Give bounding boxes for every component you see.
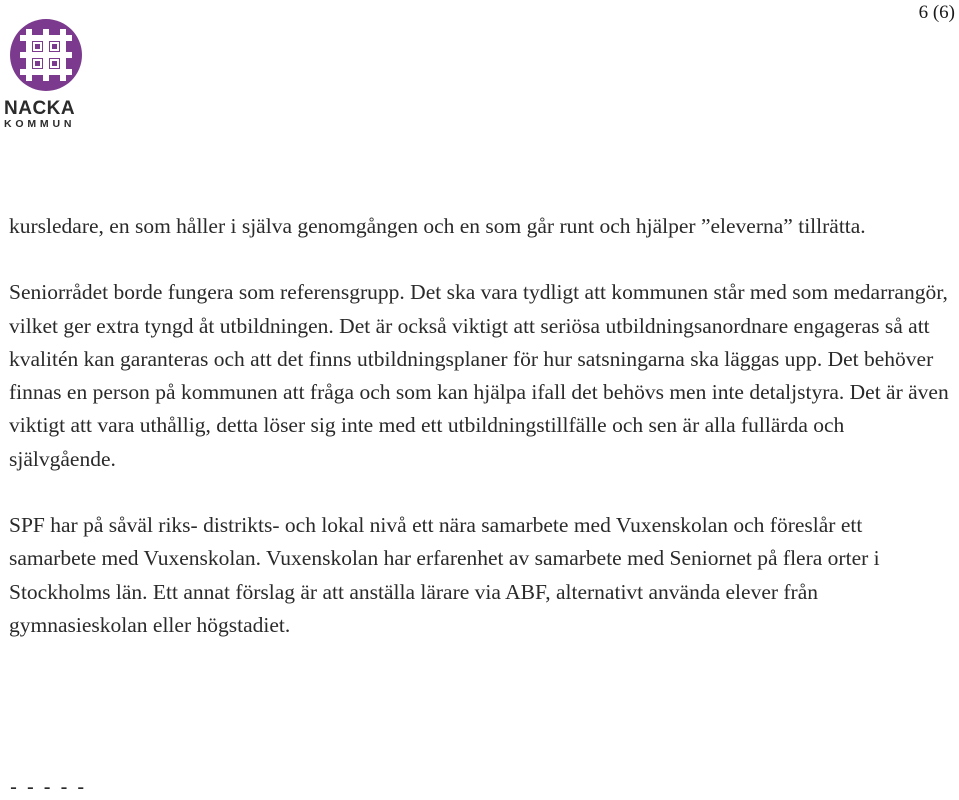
document-body bbox=[9, 210, 951, 675]
paragraph-2: Seniorrådet borde fungera som referensgrupp. Det ska vara tydligt att kommunen står med som medarrangör, vilket ger extra tyngd åt utbildningen. Det är också viktigt att seriösa utbildningsanordnare engageras så att kvalitén kan garanteras och att det finns utbildningsplaner för hur satsningarna ska läggas upp. Det behöver finnas en person på kommunen att fråga och som kan hjälpa ifall det behövs men inte detaljstyra. Det är även viktigt att vara uthållig, detta löser sig inte med ett utbildningstillfälle och sen är alla fullärda och självgående. bbox=[9, 280, 949, 471]
page-number: 6 (6) bbox=[918, 2, 955, 23]
section-divider: - - - - - bbox=[10, 776, 87, 799]
paragraph-1: kursledare, en som håller i själva genomgången och en som går runt och hjälper ”eleverna” tillrätta. bbox=[9, 214, 866, 238]
nacka-emblem-icon bbox=[9, 18, 83, 92]
logo-wordmark bbox=[4, 100, 88, 130]
nacka-kommun-logo bbox=[4, 18, 88, 130]
paragraph-3: SPF har på såväl riks- distrikts- och lokal nivå ett nära samarbete med Vuxenskolan och föreslår ett samarbete med Vuxenskolan. Vuxenskolan har erfarenhet av samarbete med Seniornet på flera orter i Stockholms län. Ett annat förslag är att anställa lärare via ABF, alternativt använda elever från gymnasieskolan eller högstadiet. bbox=[9, 513, 880, 637]
logo-name-bottom: KOMMUN bbox=[4, 118, 76, 130]
logo-name-top: NACKA bbox=[4, 98, 76, 119]
